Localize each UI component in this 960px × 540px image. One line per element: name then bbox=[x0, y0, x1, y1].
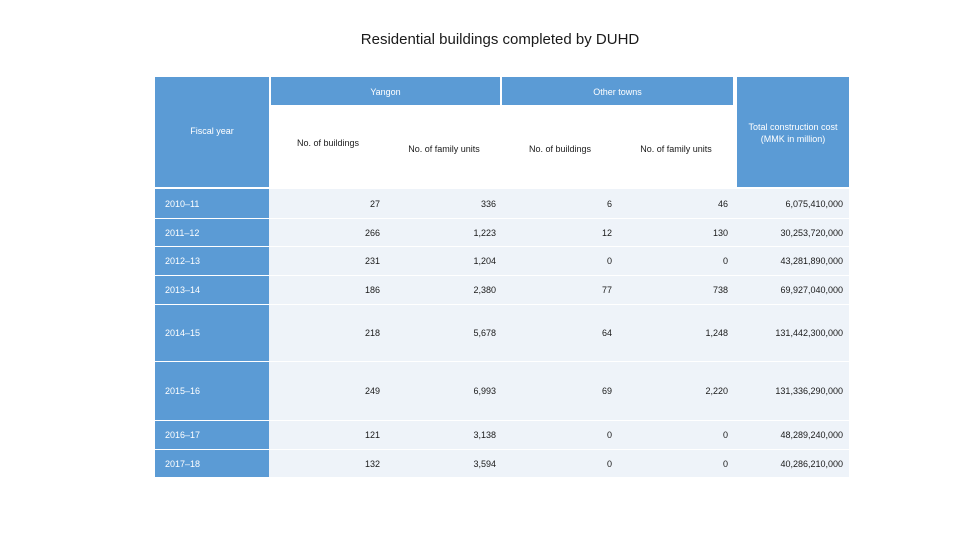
row-divider bbox=[155, 477, 849, 478]
fiscal-year-cell bbox=[155, 305, 269, 361]
cell-o-units: 0 bbox=[722, 458, 728, 469]
fiscal-year-cell bbox=[155, 219, 269, 246]
cell-y-units: 1,204 bbox=[473, 256, 496, 266]
fiscal-year-label: 2014–15 bbox=[165, 328, 201, 338]
header-other-towns bbox=[502, 77, 733, 105]
header-yangon-buildings-label: No. of buildings bbox=[296, 138, 360, 148]
cell-o-units: 738 bbox=[712, 285, 728, 295]
cell-o-buildings: 69 bbox=[601, 386, 612, 396]
cell-cost: 69,927,040,000 bbox=[780, 285, 843, 295]
cell-o-buildings: 0 bbox=[606, 430, 612, 440]
cell-y-buildings: 266 bbox=[364, 227, 380, 238]
cell-cost: 48,289,240,000 bbox=[780, 430, 843, 440]
table-row-background bbox=[269, 421, 849, 449]
table-row-background bbox=[269, 219, 849, 246]
table-row-background bbox=[269, 189, 849, 218]
cell-o-units: 0 bbox=[722, 430, 728, 440]
cell-y-units: 3,594 bbox=[473, 458, 496, 469]
header-other-buildings bbox=[510, 144, 610, 154]
fiscal-year-label: 2017–18 bbox=[165, 458, 201, 469]
header-cost-label: Total construction cost (MMK in million) bbox=[748, 122, 838, 144]
header-other-units bbox=[623, 144, 729, 154]
page-title: Residential buildings completed by DUHD bbox=[360, 31, 640, 48]
cell-cost: 131,442,300,000 bbox=[775, 328, 843, 338]
cell-o-units: 130 bbox=[712, 227, 728, 238]
table-row-background bbox=[269, 247, 849, 275]
cell-o-buildings: 0 bbox=[606, 256, 612, 266]
cell-y-buildings: 249 bbox=[364, 386, 380, 396]
cell-o-units: 46 bbox=[717, 198, 728, 209]
cell-y-units: 6,993 bbox=[473, 386, 496, 396]
cell-o-units: 0 bbox=[722, 256, 728, 266]
fiscal-year-label: 2015–16 bbox=[165, 386, 201, 396]
header-yangon-label: Yangon bbox=[370, 87, 401, 97]
fiscal-year-label: 2010–11 bbox=[165, 198, 200, 209]
cell-y-buildings: 121 bbox=[364, 430, 380, 440]
header-other-towns-label: Other towns bbox=[593, 87, 642, 97]
cell-y-buildings: 231 bbox=[364, 256, 380, 266]
cell-y-units: 2,380 bbox=[473, 285, 496, 295]
header-other-buildings-label: No. of buildings bbox=[528, 144, 592, 154]
cell-cost: 40,286,210,000 bbox=[780, 458, 843, 469]
cell-o-units: 2,220 bbox=[705, 386, 728, 396]
fiscal-year-cell bbox=[155, 276, 269, 304]
fiscal-year-cell bbox=[155, 189, 269, 218]
cell-y-units: 1,223 bbox=[473, 227, 496, 238]
header-yangon-units-label: No. of family units bbox=[408, 144, 480, 154]
cell-o-buildings: 6 bbox=[606, 198, 612, 209]
cell-y-buildings: 132 bbox=[364, 458, 380, 469]
fiscal-year-cell bbox=[155, 421, 269, 449]
header-cost bbox=[737, 77, 849, 187]
cell-y-buildings: 218 bbox=[364, 328, 380, 338]
table-row-background bbox=[269, 305, 849, 361]
header-yangon-units bbox=[394, 144, 494, 154]
header-fiscal-year bbox=[155, 77, 269, 187]
table-row-background bbox=[269, 450, 849, 477]
cell-cost: 30,253,720,000 bbox=[780, 227, 843, 238]
fiscal-year-cell bbox=[155, 247, 269, 275]
fiscal-year-label: 2012–13 bbox=[165, 256, 201, 266]
cell-y-buildings: 186 bbox=[364, 285, 380, 295]
header-other-units-label: No. of family units bbox=[640, 144, 712, 154]
header-yangon bbox=[271, 77, 500, 105]
cell-o-buildings: 0 bbox=[606, 458, 612, 469]
fiscal-year-label: 2013–14 bbox=[165, 285, 201, 295]
cell-y-buildings: 27 bbox=[369, 198, 380, 209]
fiscal-year-cell bbox=[155, 450, 269, 477]
fiscal-year-label: 2016–17 bbox=[165, 430, 201, 440]
table-row-background bbox=[269, 276, 849, 304]
cell-y-units: 5,678 bbox=[473, 328, 496, 338]
cell-o-buildings: 77 bbox=[601, 285, 612, 295]
header-yangon-buildings bbox=[290, 137, 366, 150]
cell-cost: 6,075,410,000 bbox=[785, 198, 843, 209]
cell-o-buildings: 12 bbox=[601, 227, 612, 238]
fiscal-year-cell bbox=[155, 362, 269, 420]
fiscal-year-label: 2011–12 bbox=[165, 227, 200, 238]
cell-cost: 43,281,890,000 bbox=[780, 256, 843, 266]
cell-o-buildings: 64 bbox=[601, 328, 612, 338]
cell-o-units: 1,248 bbox=[705, 328, 728, 338]
table-row-background bbox=[269, 362, 849, 420]
header-fiscal-year-label: Fiscal year bbox=[190, 126, 234, 136]
cell-y-units: 3,138 bbox=[473, 430, 496, 440]
cell-y-units: 336 bbox=[480, 198, 496, 209]
cell-cost: 131,336,290,000 bbox=[775, 386, 843, 396]
